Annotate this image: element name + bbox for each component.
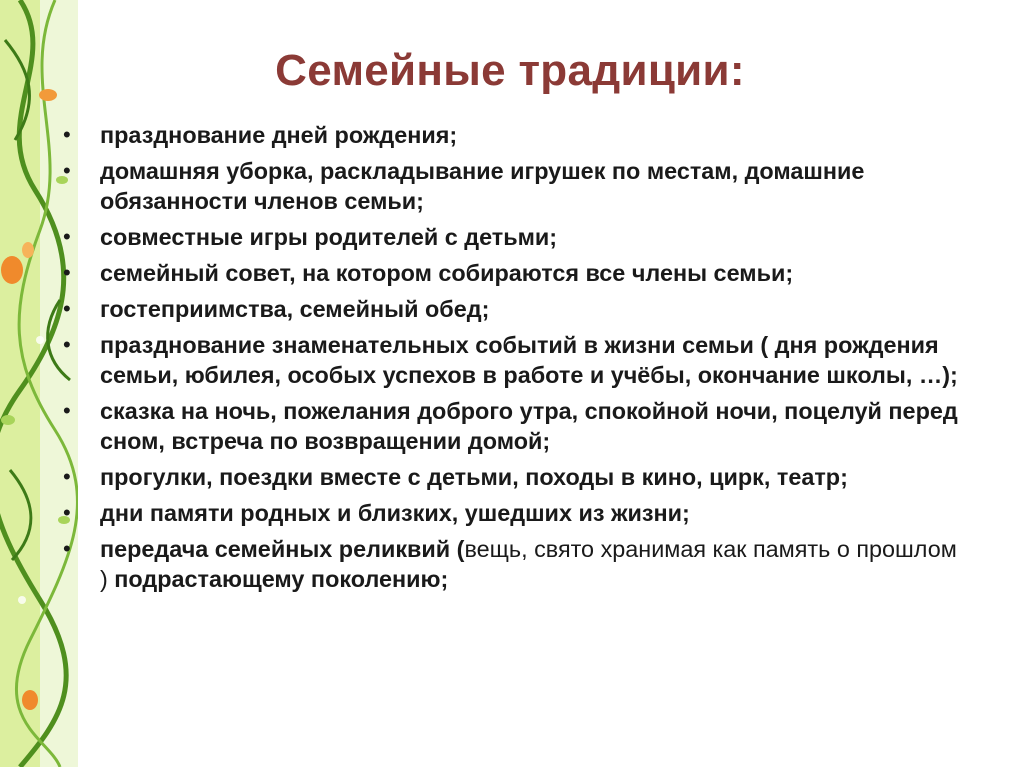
list-item (60, 330, 960, 390)
list-item (60, 498, 960, 528)
list-item-text: сказка на ночь, пожелания доброго утра, спокойной ночи, поцелуй перед сном, встреча по возвращении домой; (100, 398, 958, 454)
list-item (60, 396, 960, 456)
list-item-text: семейный совет, на котором собираются все члены семьи; (100, 260, 794, 286)
traditions-list (60, 120, 960, 600)
slide-title: Семейные традиции: (275, 46, 745, 95)
list-item (60, 222, 960, 252)
list-item (60, 258, 960, 288)
list-item-text-bold-end: подрастающему поколению; (114, 566, 449, 592)
list-item-text: домашняя уборка, раскладывание игрушек по местам, домашние обязанности членов семьи; (100, 158, 865, 214)
list-item-text: прогулки, поездки вместе с детьми, походы в кино, цирк, театр; (100, 464, 848, 490)
list-item-text: дни памяти родных и близких, ушедших из жизни; (100, 500, 690, 526)
bullet-icon: • (63, 296, 71, 321)
list-item-text: совместные игры родителей с детьми; (100, 224, 558, 250)
list-item-text: гостеприимства, семейный обед; (100, 296, 490, 322)
list-item-text: празднование знаменательных событий в жизни семьи ( дня рождения семьи, юбилея, особых успехов в работе и учёбы, окончание школы, …); (100, 332, 958, 388)
bullet-icon: • (63, 332, 71, 357)
list-item (60, 534, 960, 594)
list-item (60, 294, 960, 324)
list-item (60, 156, 960, 216)
list-item-text-normal: вещь, свято хранимая как память о прошлом ) (100, 536, 957, 592)
bullet-icon: • (63, 224, 71, 249)
bullet-icon: • (63, 464, 71, 489)
bullet-icon: • (63, 260, 71, 285)
bullet-icon: • (63, 500, 71, 525)
bullet-icon: • (63, 398, 71, 423)
list-item (60, 462, 960, 492)
bullet-icon: • (63, 158, 71, 183)
bullet-icon: • (63, 536, 71, 561)
list-item-text: празднование дней рождения; (100, 122, 458, 148)
bullet-icon: • (63, 122, 71, 147)
list-item (60, 120, 960, 150)
list-item-text-bold: передача семейных реликвий ( (100, 536, 465, 562)
